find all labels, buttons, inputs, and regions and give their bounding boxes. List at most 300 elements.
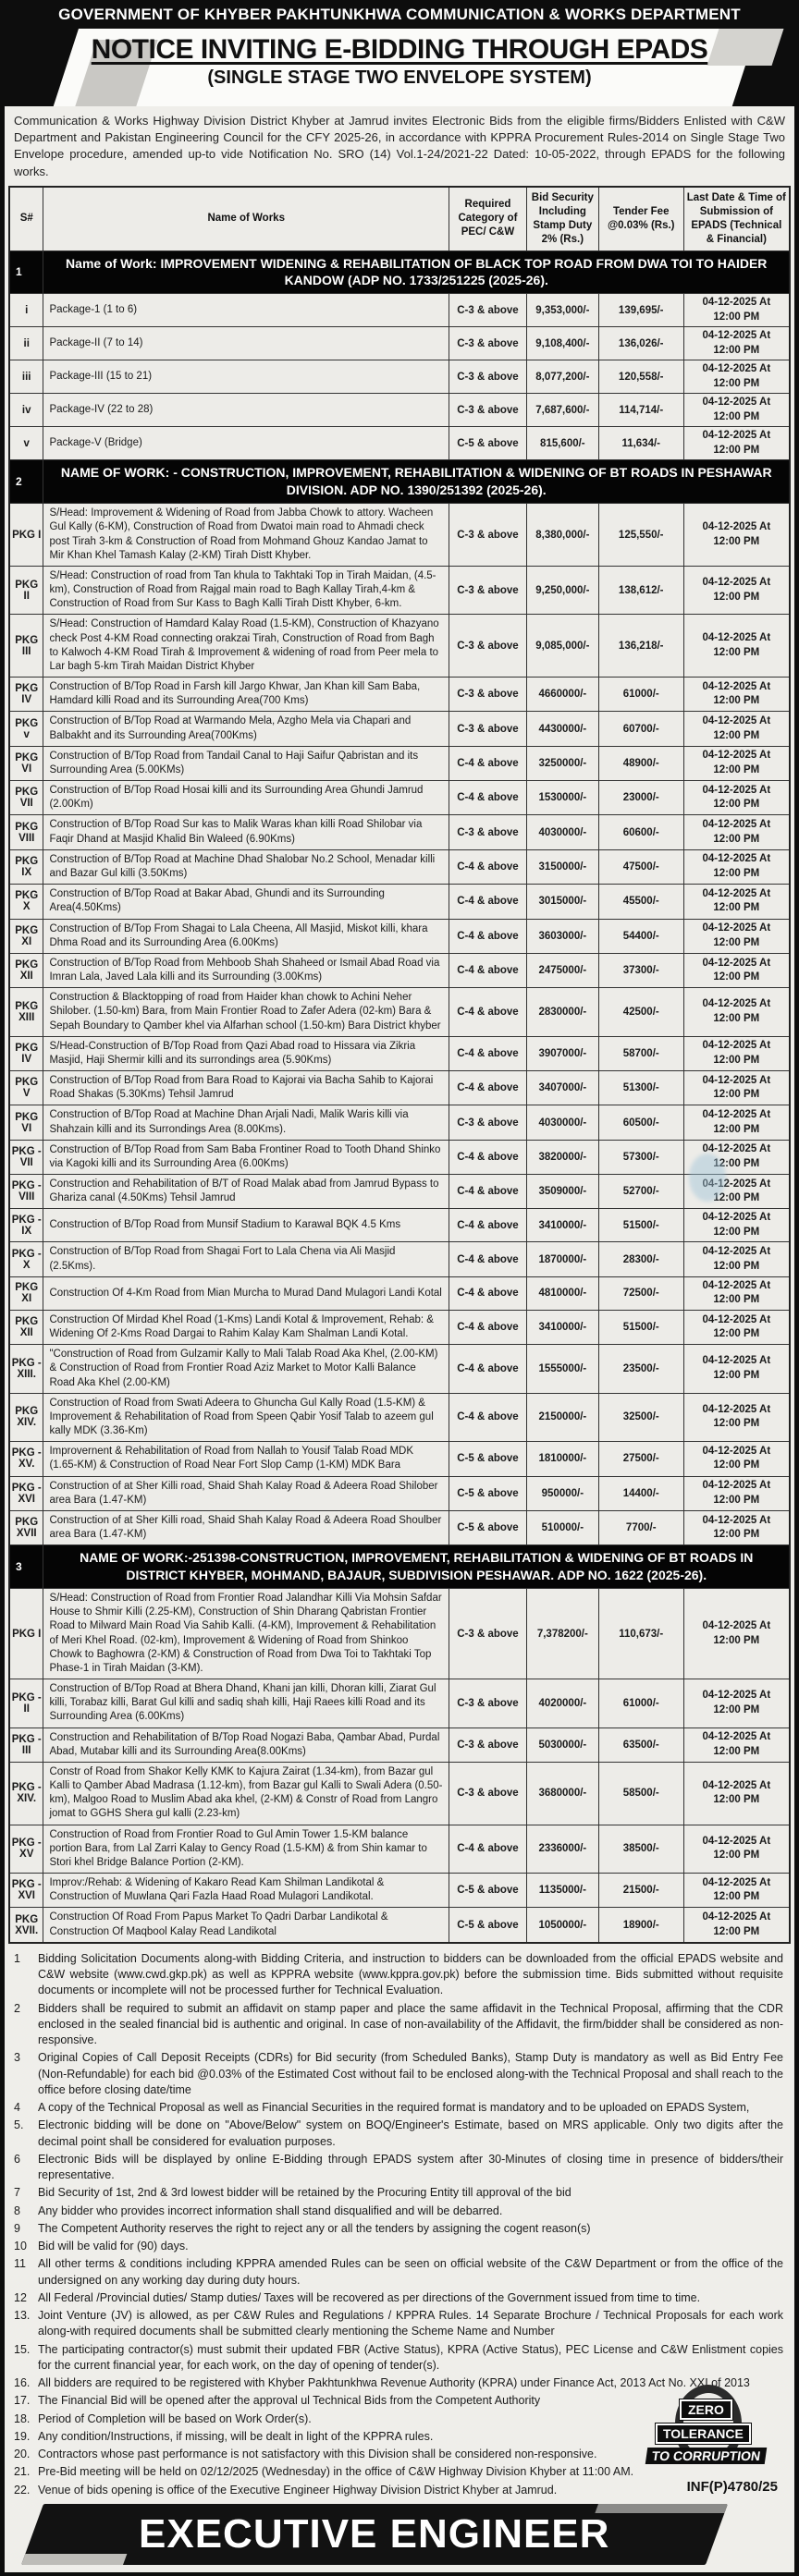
note-text: Any condition/Instructions, if missing, will be dealt in light of the KPPRA rules. xyxy=(38,2429,434,2443)
work-category: C-4 & above xyxy=(449,746,527,780)
work-serial: iv xyxy=(9,394,43,427)
work-bid-security: 3603000/- xyxy=(526,919,598,953)
work-tender-fee: 28300/- xyxy=(598,1242,683,1276)
note-item xyxy=(14,2185,783,2201)
work-tender-fee: 138,612/- xyxy=(598,566,683,615)
work-name: Construction & Blacktopping of road from Haider khan chowk to Achini Neher Shilober. (1.50-km) Bara, from Main Frontier Road to Zafer Adera (02-km) Bara & Sepah Boundary to Qamber khel via Alfarhan school (1.50-km) Bara District khyber xyxy=(43,988,449,1037)
work-name: Package-1 (1 to 6) xyxy=(43,294,449,327)
work-serial: PKG -X xyxy=(9,1242,43,1276)
badge-line-tolerance: TOLERANCE xyxy=(656,2423,751,2444)
work-serial: PKG VIII xyxy=(9,815,43,849)
work-serial: PKG -XV. xyxy=(9,1442,43,1476)
work-tender-fee: 136,218/- xyxy=(598,615,683,678)
work-last-date: 04-12-2025 At 12:00 PM xyxy=(683,1140,790,1174)
work-serial: PKG - VIII xyxy=(9,1175,43,1209)
work-category: C-3 & above xyxy=(449,1105,527,1140)
work-bid-security: 1810000/- xyxy=(526,1442,598,1476)
work-row xyxy=(9,1825,790,1874)
work-name: Construction of B/Top Road from Sam Baba Frontiner Road to Tooth Dhand Shinko via Kagoki killi and its Surrounding Area (6.00Kms) xyxy=(43,1140,449,1174)
work-last-date: 04-12-2025 At 12:00 PM xyxy=(683,427,790,460)
work-last-date: 04-12-2025 At 12:00 PM xyxy=(683,746,790,780)
work-bid-security: 4810000/- xyxy=(526,1276,598,1310)
work-last-date: 04-12-2025 At 12:00 PM xyxy=(683,504,790,567)
work-bid-security: 9,353,000/- xyxy=(526,294,598,327)
work-row xyxy=(9,1345,790,1394)
note-number: 19. xyxy=(14,2429,31,2443)
note-item xyxy=(14,2308,783,2340)
work-name: Package-V (Bridge) xyxy=(43,427,449,460)
work-serial: PKG -XIII. xyxy=(9,1345,43,1394)
work-serial: PKG XII xyxy=(9,953,43,987)
work-tender-fee: 21500/- xyxy=(598,1874,683,1908)
work-serial: PKG VI xyxy=(9,746,43,780)
work-category: C-3 & above xyxy=(449,712,527,746)
executive-engineer-signature: EXECUTIVE ENGINEER xyxy=(139,2510,610,2557)
work-row xyxy=(9,678,790,712)
work-name: Construction of at Sher Killi road, Shaid Shah Kalay Road & Adeera Road Shoulber area Bara (1.47-KM) xyxy=(43,1510,449,1544)
work-name: Construction Of Road From Papus Market To Qadri Darbar Landikotal & Construction Of Maqbool Kalay Read Landikotal xyxy=(43,1908,449,1943)
work-serial: PKG XVII. xyxy=(9,1908,43,1943)
work-name: Construction of B/Top Road from Tandail Canal to Haji Saifur Qabristan and its Surrounding Area (5.00KMs) xyxy=(43,746,449,780)
work-tender-fee: 23500/- xyxy=(598,1345,683,1394)
work-row xyxy=(9,849,790,884)
note-number: 12 xyxy=(14,2290,27,2304)
work-bid-security: 3015000/- xyxy=(526,885,598,919)
work-bid-security: 3907000/- xyxy=(526,1036,598,1070)
work-bid-security: 4020000/- xyxy=(526,1679,598,1728)
work-name: S/Head: Construction of Hamdard Kalay Road (1.5-KM), Construction of Khazyano check Post 4-KM Road connecting orakzai Tirah, Construction of Road from Bagh to Kalwoch 4-KM Road Tirah & Improvement & widening of road from Peer mela to Lar bagh 5-km Tirah Maidan District Khyber xyxy=(43,615,449,678)
work-name: Construction of B/Top Road Hosai killi and its Surrounding Area Ghundi Jamrud (2.00Km) xyxy=(43,781,449,815)
work-row xyxy=(9,1874,790,1908)
work-row xyxy=(9,1242,790,1276)
work-serial: PKG XII xyxy=(9,1310,43,1344)
work-bid-security: 1555000/- xyxy=(526,1345,598,1394)
department-title: GOVERNMENT OF KHYBER PAKHTUNKHWA COMMUNICATION & WORKS DEPARTMENT xyxy=(58,6,741,23)
work-name: Construction of B/Top Road in Farsh kill Jargo Khwar, Jan Khan kill Sam Baba, Hamdard killi Road and its Surrounding Area(700 Kms) xyxy=(43,678,449,712)
work-last-date: 04-12-2025 At 12:00 PM xyxy=(683,1310,790,1344)
note-number: 5. xyxy=(14,2118,24,2132)
note-number: 2 xyxy=(14,2001,20,2015)
work-row xyxy=(9,746,790,780)
work-category: C-4 & above xyxy=(449,849,527,884)
note-item xyxy=(14,2050,783,2098)
work-name: Package-III (15 to 21) xyxy=(43,360,449,394)
work-serial: PKG v xyxy=(9,712,43,746)
note-text: All other terms & conditions including KPPRA amended Rules can be seen on official website of the C&W Department or from the office of the undersigned on any working day during duty hours. xyxy=(38,2257,783,2287)
section-header-row xyxy=(9,460,790,504)
note-text: Electronic Bids will be displayed by online E-Bidding through EPADS system after 30-Minutes of closing time in presence of bidders/their representative. xyxy=(38,2152,783,2182)
work-tender-fee: 110,673/- xyxy=(598,1589,683,1679)
work-bid-security: 3820000/- xyxy=(526,1140,598,1174)
work-bid-security: 1870000/- xyxy=(526,1242,598,1276)
work-bid-security: 4430000/- xyxy=(526,712,598,746)
work-last-date: 04-12-2025 At 12:00 PM xyxy=(683,815,790,849)
work-tender-fee: 11,634/- xyxy=(598,427,683,460)
work-row xyxy=(9,1175,790,1209)
work-last-date: 04-12-2025 At 12:00 PM xyxy=(683,1345,790,1394)
col-header-tender-fee: Tender Fee @0.03% (Rs.) xyxy=(598,187,683,250)
work-category: C-4 & above xyxy=(449,1242,527,1276)
note-text: Bidders shall be required to submit an affidavit on stamp paper and place the same affidavit in the Technical Proposal, affirming that the CDR enclosed in the sealed financial bid is authentic and original. In case of non-availability of the Affidavit, the firm/bidder shall be considered as non-responsive. xyxy=(38,2001,783,2047)
work-row xyxy=(9,566,790,615)
work-category: C-4 & above xyxy=(449,885,527,919)
note-item xyxy=(14,2152,783,2184)
note-number: 13. xyxy=(14,2309,31,2323)
note-item xyxy=(14,2100,783,2116)
work-last-date: 04-12-2025 At 12:00 PM xyxy=(683,1679,790,1728)
work-name: Construction of B/Top Road Sur kas to Malik Waras khan killi Road Shilobar via Faqir Dhand at Masjid Khalid Bin Waleed (6.90Kms) xyxy=(43,815,449,849)
work-serial: ii xyxy=(9,327,43,360)
work-tender-fee: 58700/- xyxy=(598,1036,683,1070)
note-number: 6 xyxy=(14,2152,20,2166)
work-last-date: 04-12-2025 At 12:00 PM xyxy=(683,360,790,394)
note-text: Electronic bidding will be done on "Above/Below" system on BOQ/Engineer's Estimate, based on MRS applicable. Only two digits after the decimal point shall be considered for evaluation purposes. xyxy=(38,2118,783,2148)
work-row xyxy=(9,1276,790,1310)
work-category: C-3 & above xyxy=(449,327,527,360)
work-serial: PKG -IX xyxy=(9,1209,43,1242)
work-last-date: 04-12-2025 At 12:00 PM xyxy=(683,1071,790,1105)
work-serial: PKG -III xyxy=(9,1728,43,1762)
work-last-date: 04-12-2025 At 12:00 PM xyxy=(683,1175,790,1209)
work-tender-fee: 61000/- xyxy=(598,678,683,712)
work-category: C-3 & above xyxy=(449,1762,527,1825)
work-tender-fee: 14400/- xyxy=(598,1476,683,1510)
note-text: All bidders are required to be registered with Khyber Pakhtunkhwa Revenue Authority (KPRA) under Finance Act, 2013 Act No. XXI of 2013 xyxy=(38,2376,750,2390)
work-name: Package-IV (22 to 28) xyxy=(43,394,449,427)
work-row xyxy=(9,327,790,360)
work-bid-security: 1050000/- xyxy=(526,1908,598,1943)
note-item xyxy=(14,2118,783,2150)
note-item xyxy=(14,2342,783,2375)
note-text: Pre-Bid meeting will be held on 02/12/2025 (Wednesday) in the office of C&W Highway Division Khyber at 11:00 AM. xyxy=(38,2465,634,2479)
work-bid-security: 3509000/- xyxy=(526,1175,598,1209)
work-bid-security: 8,077,200/- xyxy=(526,360,598,394)
work-name: S/Head-Construction of B/Top Road from Qazi Abad road to Hissara via Zikria Masjid, Haji Shermir killi and its surrondings area (5.90Kms) xyxy=(43,1036,449,1070)
work-name: Construction of B/Top Road at Machine Dhad Shalobar No.2 School, Menadar killi and Bazar Gul killi (3.50Kms) xyxy=(43,849,449,884)
work-serial: PKG X xyxy=(9,885,43,919)
work-serial: PKG -VII xyxy=(9,1140,43,1174)
work-category: C-4 & above xyxy=(449,1036,527,1070)
work-row xyxy=(9,1310,790,1344)
signature-band xyxy=(21,2504,728,2565)
work-tender-fee: 7700/- xyxy=(598,1510,683,1544)
col-header-category: Required Category of PEC/ C&W xyxy=(449,187,527,250)
work-bid-security: 3680000/- xyxy=(526,1762,598,1825)
work-last-date: 04-12-2025 At 12:00 PM xyxy=(683,327,790,360)
work-bid-security: 950000/- xyxy=(526,1476,598,1510)
work-row xyxy=(9,1476,790,1510)
work-serial: PKG XIII xyxy=(9,988,43,1037)
note-text: Contractors whose past performance is not satisfactory with this Division shall be considered non-responsive. xyxy=(38,2448,597,2461)
watermark-stamp xyxy=(689,1154,726,1202)
note-item xyxy=(14,1951,783,1999)
work-bid-security: 2336000/- xyxy=(526,1825,598,1874)
work-last-date: 04-12-2025 At 12:00 PM xyxy=(683,1276,790,1310)
work-tender-fee: 47500/- xyxy=(598,849,683,884)
work-name: Construction of B/Top Road at Warmando Mela, Azgho Mela via Chapari and Balbakht and its Surrounding Area(700Kms) xyxy=(43,712,449,746)
work-category: C-4 & above xyxy=(449,1393,527,1442)
work-serial: PKG IX xyxy=(9,849,43,884)
work-serial: PKG IV xyxy=(9,678,43,712)
work-name: Improv:/Rehab: & Widening of Kakaro Read Kam Shilman Landikotal & Construction of Muwlana Qari Fazla Haad Road Mulagori Landikotal. xyxy=(43,1874,449,1908)
note-number: 10 xyxy=(14,2240,27,2253)
note-item xyxy=(14,2001,783,2049)
work-serial: PKG VII xyxy=(9,781,43,815)
work-serial: PKG II xyxy=(9,566,43,615)
note-number: 16. xyxy=(14,2376,31,2390)
work-category: C-5 & above xyxy=(449,427,527,460)
work-category: C-3 & above xyxy=(449,1679,527,1728)
work-bid-security: 2150000/- xyxy=(526,1393,598,1442)
work-tender-fee: 72500/- xyxy=(598,1276,683,1310)
work-name: Construction Of Mirdad Khel Road (1-Kms) Landi Kotal & Improvement, Rehab: & Widening Of 2-Kms Road Dargai to Rahim Kalay Kam Shalman Landi Kotal. xyxy=(43,1310,449,1344)
work-tender-fee: 60500/- xyxy=(598,1105,683,1140)
work-row xyxy=(9,1393,790,1442)
section-title: NAME OF WORK: - CONSTRUCTION, IMPROVEMENT, REHABILITATION & WIDENING OF BT ROADS IN PESHAWAR DIVISION. ADP NO. 1390/251392 (2025-26). xyxy=(43,460,790,504)
work-serial: PKG XVII xyxy=(9,1510,43,1544)
work-category: C-3 & above xyxy=(449,678,527,712)
work-tender-fee: 51500/- xyxy=(598,1209,683,1242)
work-serial: PKG I xyxy=(9,504,43,567)
work-tender-fee: 61000/- xyxy=(598,1679,683,1728)
work-category: C-4 & above xyxy=(449,988,527,1037)
work-row xyxy=(9,712,790,746)
work-name: Construction of B/Top Road at Bakar Abad, Ghundi and its Surrounding Area(4.50Kms) xyxy=(43,885,449,919)
work-name: Construction and Rehabilitation of B/Top Road Nogazi Baba, Qambar Abad, Purdal Abad, Mutabar killi and its Surrounding Area(8.00Kms) xyxy=(43,1728,449,1762)
note-item xyxy=(14,2256,783,2289)
work-bid-security: 815,600/- xyxy=(526,427,598,460)
work-tender-fee: 37300/- xyxy=(598,953,683,987)
work-row xyxy=(9,815,790,849)
work-bid-security: 9,108,400/- xyxy=(526,327,598,360)
work-name: Constr of Road from Shakor Kelly KMK to Kajura Zairat (1.34-km), from Bazar gul Kalli to Qamber Abad Madrasa (1.12-km), from Bazar gul Kalli to Swali Adera (0.50-km), Malgoo Road to Muslim Abad aka khel, (2-KM) & Constr of Road from Langro jomat to GGHS Shera gul kalli (2.23-km) xyxy=(43,1762,449,1825)
work-last-date: 04-12-2025 At 12:00 PM xyxy=(683,678,790,712)
work-category: C-4 & above xyxy=(449,1310,527,1344)
note-number: 20. xyxy=(14,2448,31,2461)
work-name: Construction of Road from Swati Adeera to Ghuncha Gul Kally Road (1.5-KM) & Improvement & Rehabilitation of Road from Speen Qabir Yosif Talab to azeem gul kally MDK (3.36-Km) xyxy=(43,1393,449,1442)
work-name: S/Head: Improvement & Widening of Road from Jabba Chowk to attory. Wacheen Gul Kally (6-KM), Construction of Road from Dwatoi main road to Ahmadi check post Tirah 3-km & Construction of Road from Mohmand Ghouz Kandao Jamat to Mir Khan Khel Tamash Kalay (2-KM) Tirah Distt Khyber. xyxy=(43,504,449,567)
work-name: Construction of B/Top Road from Munsif Stadium to Karawal BQK 4.5 Kms xyxy=(43,1209,449,1242)
work-row xyxy=(9,1071,790,1105)
work-tender-fee: 58500/- xyxy=(598,1762,683,1825)
work-tender-fee: 63500/- xyxy=(598,1728,683,1762)
work-last-date: 04-12-2025 At 12:00 PM xyxy=(683,919,790,953)
work-name: Construction of B/Top From Shagai to Lala Cheena, All Masjid, Miskot killi, khara Dhma Road and its Surrounding Area (6.00Kms) xyxy=(43,919,449,953)
work-category: C-3 & above xyxy=(449,815,527,849)
note-item xyxy=(14,2239,783,2254)
work-row xyxy=(9,885,790,919)
work-name: Construction of B/Top Road from Mehboob Shah Shaheed or Ismail Abad Road via Imran Lala, Javed Lala killi and its Surrounding (3.00Kms) xyxy=(43,953,449,987)
work-category: C-3 & above xyxy=(449,1728,527,1762)
government-header-bar xyxy=(5,0,794,29)
work-tender-fee: 139,695/- xyxy=(598,294,683,327)
work-name: Construction of B/Top Road at Bhera Dhand, Khani jan killi, Dhoran killi, Ziarat Gul killi, Torabaz killi, Barat Gul killi and sadiq shah killi, Haji Raees killi Road and its Surrounding Area (6.00Kms) xyxy=(43,1679,449,1728)
work-tender-fee: 51500/- xyxy=(598,1310,683,1344)
footer-accent-right xyxy=(595,2504,728,2513)
col-header-bid-security: Bid Security Including Stamp Duty 2% (Rs.) xyxy=(526,187,598,250)
work-serial: PKG IV xyxy=(9,1036,43,1070)
note-text: Period of Completion will be based on Work Order(s). xyxy=(38,2411,312,2425)
work-last-date: 04-12-2025 At 12:00 PM xyxy=(683,988,790,1037)
section-title: Name of Work: IMPROVEMENT WIDENING & REHABILITATION OF BLACK TOP ROAD FROM DWA TOI TO HAIDER KANDOW (ADP NO. 1733/251225 (2025-26). xyxy=(43,250,790,294)
note-number: 7 xyxy=(14,2186,20,2200)
note-number: 3 xyxy=(14,2051,20,2065)
work-bid-security: 3150000/- xyxy=(526,849,598,884)
work-serial: PKG XIV. xyxy=(9,1393,43,1442)
work-row xyxy=(9,988,790,1037)
work-row xyxy=(9,615,790,678)
work-name: Construction Of 4-Km Road from Mian Murcha to Murad Dand Mulagori Landi Kotal xyxy=(43,1276,449,1310)
notice-subtitle: (SINGLE STAGE TWO ENVELOPE SYSTEM) xyxy=(207,67,592,88)
work-category: C-5 & above xyxy=(449,1510,527,1544)
work-tender-fee: 60600/- xyxy=(598,815,683,849)
work-category: C-5 & above xyxy=(449,1908,527,1943)
note-text: The Financial Bid will be opened after the approval ul Technical Bids from the Competent Authority xyxy=(38,2394,541,2408)
work-last-date: 04-12-2025 At 12:00 PM xyxy=(683,953,790,987)
work-last-date: 04-12-2025 At 12:00 PM xyxy=(683,1105,790,1140)
work-row xyxy=(9,394,790,427)
work-name: Construction of B/Top Road at Machine Dhan Arjali Nadi, Malik Waris killi via Shahzain killi and its Surrondings Area (8.00Kms). xyxy=(43,1105,449,1140)
note-item xyxy=(14,2221,783,2237)
work-category: C-3 & above xyxy=(449,615,527,678)
work-tender-fee: 38500/- xyxy=(598,1825,683,1874)
work-name: S/Head: Construction of road from Tan khula to Takhtaki Top in Tirah Maidan, (4.5-km), Construction of Road from Rajgal main road to Bagh Kallay Tirah,4-km & Construction of Road from Sur Kass to Bagh Kalli Tirah Distt Khyber, 6-km. xyxy=(43,566,449,615)
note-text: The Competent Authority reserves the right to reject any or all the tenders by assigning the cogent reason(s) xyxy=(38,2221,591,2235)
work-row xyxy=(9,504,790,567)
works-table xyxy=(8,186,791,1944)
work-category: C-4 & above xyxy=(449,1276,527,1310)
work-bid-security: 9,085,000/- xyxy=(526,615,598,678)
work-category: C-5 & above xyxy=(449,1874,527,1908)
note-number: 11 xyxy=(14,2257,26,2271)
work-category: C-4 & above xyxy=(449,953,527,987)
work-name: Construction of B/Top Road from Bara Road to Kajorai via Bacha Sahib to Kajorai Road Shakas (5.30Kms) Tehsil Jamrud xyxy=(43,1071,449,1105)
work-last-date: 04-12-2025 At 12:00 PM xyxy=(683,1036,790,1070)
work-tender-fee: 32500/- xyxy=(598,1393,683,1442)
work-bid-security: 2475000/- xyxy=(526,953,598,987)
notice-banner xyxy=(5,29,794,106)
work-last-date: 04-12-2025 At 12:00 PM xyxy=(683,1442,790,1476)
work-last-date: 04-12-2025 At 12:00 PM xyxy=(683,1825,790,1874)
work-row xyxy=(9,427,790,460)
note-item xyxy=(14,2204,783,2219)
work-name: Construction and Rehabilitation of B/T of Road Malak abad from Jamrud Bypass to Ghariza canal (4.50Kms) Tehsil Jamrud xyxy=(43,1175,449,1209)
work-serial: PKG -II xyxy=(9,1679,43,1728)
work-tender-fee: 60700/- xyxy=(598,712,683,746)
work-last-date: 04-12-2025 At 12:00 PM xyxy=(683,712,790,746)
work-category: C-4 & above xyxy=(449,1209,527,1242)
intro-paragraph: Communication & Works Highway Division District Khyber at Jamrud invites Electronic Bids from the eligible firms/Bidders Enlisted with C&W Department and Pakistan Engineering Council for the CFY 2025-26, in accordance with KPPRA Procurement Rules-2014 on Single Stage Two Envelope procedure, amended up-to vide Notification No. SRO (14) Vol.1-24/2021-22 Dated: 10-05-2022, through EPADS for the following works. xyxy=(14,114,785,178)
section-number: 2 xyxy=(9,460,43,504)
work-bid-security: 7,687,600/- xyxy=(526,394,598,427)
section-title: NAME OF WORK:-251398-CONSTRUCTION, IMPROVEMENT, REHABILITATION & WIDENING OF BT ROADS IN DISTRICT KHYBER, MOHMAND, BAJAUR, SUBDIVISION PESHAWAR. ADP NO. 1622 (2025-26). xyxy=(43,1545,790,1589)
work-row xyxy=(9,1728,790,1762)
work-category: C-3 & above xyxy=(449,360,527,394)
work-row xyxy=(9,1140,790,1174)
work-name: Construction of at Sher Killi road, Shaid Shah Kalay Road & Adeera Road Shilober area Bara (1.47-KM) xyxy=(43,1476,449,1510)
note-text: Venue of bids opening is office of the Executive Engineer Highway Division District Khyber at Jamrud. xyxy=(38,2483,558,2497)
work-category: C-5 & above xyxy=(449,1476,527,1510)
work-last-date: 04-12-2025 At 12:00 PM xyxy=(683,1728,790,1762)
work-tender-fee: 51300/- xyxy=(598,1071,683,1105)
note-number: 21. xyxy=(14,2465,31,2479)
work-bid-security: 510000/- xyxy=(526,1510,598,1544)
work-row xyxy=(9,1908,790,1943)
work-last-date: 04-12-2025 At 12:00 PM xyxy=(683,1762,790,1825)
section-number: 3 xyxy=(9,1545,43,1589)
work-bid-security: 1135000/- xyxy=(526,1874,598,1908)
work-last-date: 04-12-2025 At 12:00 PM xyxy=(683,394,790,427)
work-last-date: 04-12-2025 At 12:00 PM xyxy=(683,566,790,615)
work-bid-security: 2830000/- xyxy=(526,988,598,1037)
work-serial: PKG I xyxy=(9,1589,43,1679)
work-tender-fee: 48900/- xyxy=(598,746,683,780)
section-header-row xyxy=(9,250,790,294)
work-row xyxy=(9,953,790,987)
note-text: Bidding Solicitation Documents along-with Bidding Criteria, and instruction to bidders can be downloaded from the official EPADS website and C&W website (www.cwd.gkp.pk) as well as KPPRA website (www.kppra.gov.pk) before the submission time. Bids submitted without requisite documents or incomplete will not be processed further for Technical Evaluation. xyxy=(38,1951,783,1997)
work-category: C-3 & above xyxy=(449,1589,527,1679)
work-bid-security: 3410000/- xyxy=(526,1310,598,1344)
work-tender-fee: 114,714/- xyxy=(598,394,683,427)
work-serial: i xyxy=(9,294,43,327)
work-bid-security: 7,378200/- xyxy=(526,1589,598,1679)
work-category: C-4 & above xyxy=(449,1825,527,1874)
note-text: Bid Security of 1st, 2nd & 3rd lowest bidder will be retained by the Procuring Entity till approval of the bid xyxy=(38,2186,572,2200)
work-category: C-3 & above xyxy=(449,566,527,615)
work-serial: PKG - XIV. xyxy=(9,1762,43,1825)
work-category: C-4 & above xyxy=(449,1071,527,1105)
notice-title: NOTICE INVITING E-BIDDING THROUGH EPADS xyxy=(91,34,708,65)
work-category: C-4 & above xyxy=(449,1140,527,1174)
work-bid-security: 3250000/- xyxy=(526,746,598,780)
work-last-date: 04-12-2025 At 12:00 PM xyxy=(683,1589,790,1679)
work-last-date: 04-12-2025 At 12:00 PM xyxy=(683,1209,790,1242)
work-row xyxy=(9,1442,790,1476)
work-last-date: 04-12-2025 At 12:00 PM xyxy=(683,1393,790,1442)
work-tender-fee: 136,026/- xyxy=(598,327,683,360)
work-category: C-3 & above xyxy=(449,394,527,427)
note-number: 1 xyxy=(14,1951,20,1965)
work-tender-fee: 18900/- xyxy=(598,1908,683,1943)
note-text: Joint Venture (JV) is allowed, as per C&W Rules and Regulations / KPPRA Rules. 14 Separate Brochure / Technical Proposals for each work along-with required documents shall be submitted clearly mentioning the Scheme Name and Number xyxy=(38,2309,783,2338)
work-row xyxy=(9,294,790,327)
note-item xyxy=(14,2290,783,2306)
note-number: 8 xyxy=(14,2204,20,2217)
work-bid-security: 5030000/- xyxy=(526,1728,598,1762)
work-last-date: 04-12-2025 At 12:00 PM xyxy=(683,885,790,919)
work-row xyxy=(9,360,790,394)
work-last-date: 04-12-2025 At 12:00 PM xyxy=(683,849,790,884)
work-name: Construction of Road from Frontier Road to Gul Amin Tower 1.5-KM balance portion Bara, from Lal Zarri Kalay to Gency Road (1.5-KM) & from Shin kamar to Stori khel Bridge Balance Portion (2-KM). xyxy=(43,1825,449,1874)
work-tender-fee: 52700/- xyxy=(598,1175,683,1209)
work-category: C-3 & above xyxy=(449,294,527,327)
table-header-row xyxy=(9,187,790,250)
work-category: C-4 & above xyxy=(449,1175,527,1209)
work-serial: PKG V xyxy=(9,1071,43,1105)
work-bid-security: 3410000/- xyxy=(526,1209,598,1242)
work-category: C-3 & above xyxy=(449,504,527,567)
note-number: 18. xyxy=(14,2411,31,2425)
note-text: Original Copies of Call Deposit Receipts (CDRs) for Bid security (from Scheduled Banks), Stamp Duty is mandatory as well as Bid Entry Fee (Non-Refundable) for each bid @0.03% of the Estimated Cost without fail to be enclosed along-with the Technical Proposal and shall reach to the office before closing date/time xyxy=(38,2051,783,2096)
work-row xyxy=(9,919,790,953)
work-serial: iii xyxy=(9,360,43,394)
work-category: C-4 & above xyxy=(449,781,527,815)
note-number: 9 xyxy=(14,2221,20,2235)
work-name: Construction of B/Top Road from Shagai Fort to Lala Chena via Ali Masjid (2.5Kms). xyxy=(43,1242,449,1276)
work-serial: PKG XI xyxy=(9,919,43,953)
note-text: A copy of the Technical Proposal as well as Financial Securities in the required format is mandatory and to be uploaded on EPADS System, xyxy=(38,2101,750,2115)
work-bid-security: 1530000/- xyxy=(526,781,598,815)
